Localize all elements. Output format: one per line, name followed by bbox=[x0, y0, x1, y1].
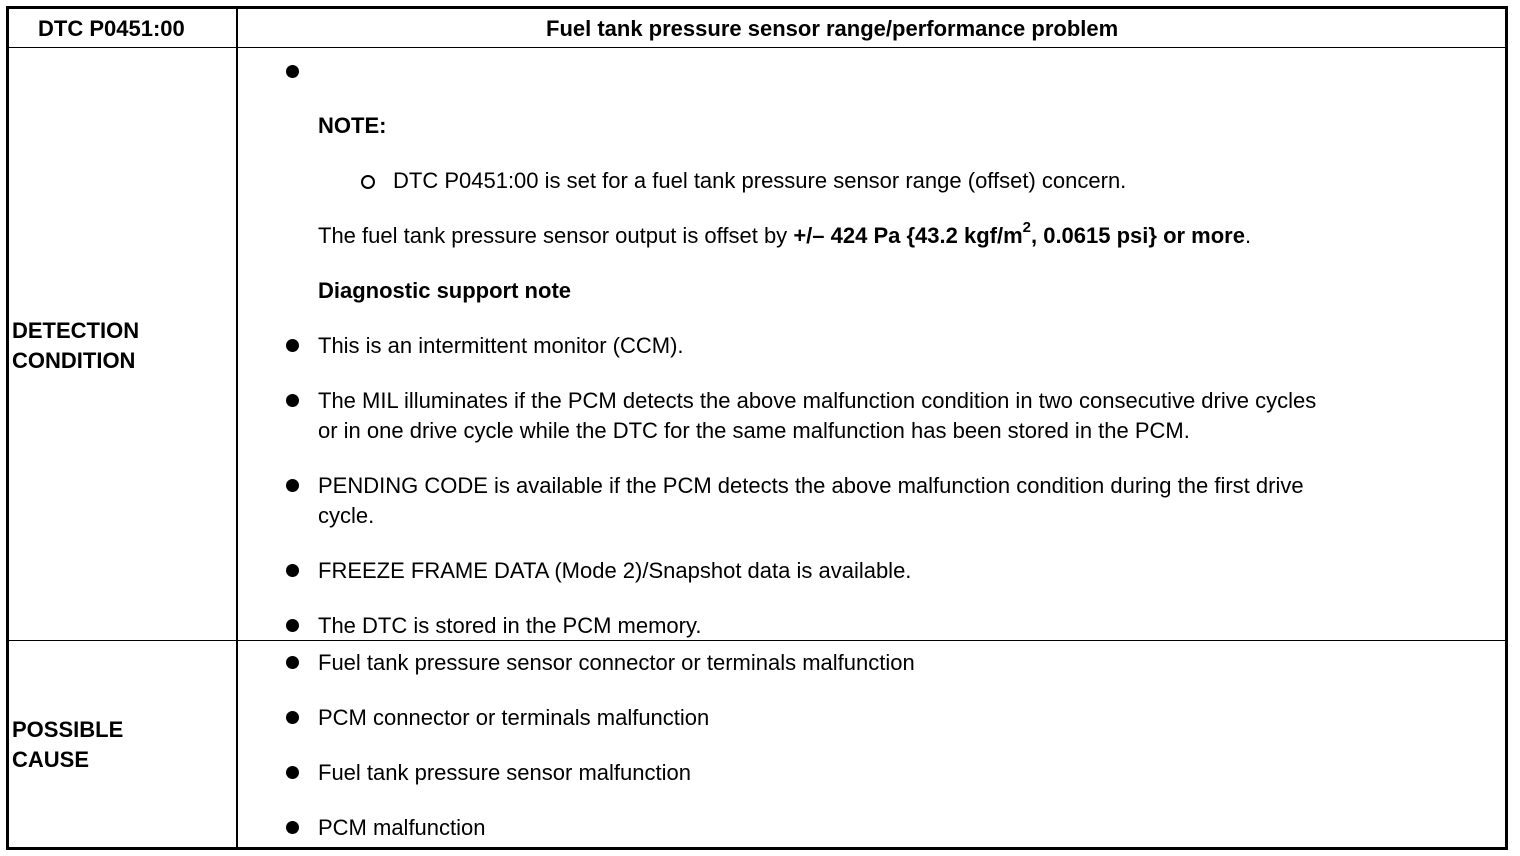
note-heading: NOTE: bbox=[318, 113, 387, 138]
bullet-icon bbox=[286, 821, 299, 834]
note-item: DTC P0451:00 is set for a fuel tank pressure sensor range (offset) concern. bbox=[393, 168, 1127, 193]
detection-item: FREEZE FRAME DATA (Mode 2)/Snapshot data is available. bbox=[318, 558, 912, 583]
detection-item: The DTC is stored in the PCM memory. bbox=[318, 613, 702, 638]
cause-item: PCM connector or terminals malfunction bbox=[318, 705, 710, 730]
detection-item: The MIL illuminates if the PCM detects the above malfunction condition in two consecutive drive cycles bbox=[318, 388, 1317, 413]
detection-condition-label: DETECTION CONDITION bbox=[12, 318, 140, 373]
bullet-icon bbox=[286, 564, 299, 577]
bullet-icon bbox=[286, 479, 299, 492]
detection-item: This is an intermittent monitor (CCM). bbox=[318, 333, 684, 358]
header-row-divider bbox=[6, 47, 1508, 48]
detection-item: cycle. bbox=[318, 503, 375, 528]
cause-item: PCM malfunction bbox=[318, 815, 486, 840]
dtc-code-header: DTC P0451:00 bbox=[38, 16, 185, 41]
bullet-icon bbox=[286, 619, 299, 632]
column-divider bbox=[236, 6, 238, 850]
support-note-heading: Diagnostic support note bbox=[318, 278, 571, 303]
detection-item: or in one drive cycle while the DTC for the same malfunction has been stored in the PCM. bbox=[318, 418, 1190, 443]
hollow-bullet-icon bbox=[361, 175, 375, 189]
detection-item: PENDING CODE is available if the PCM detects the above malfunction condition during the first drive bbox=[318, 473, 1304, 498]
bullet-icon bbox=[286, 766, 299, 779]
dtc-title-header: Fuel tank pressure sensor range/performance problem bbox=[546, 16, 1119, 41]
possible-cause-label: POSSIBLE CAUSE bbox=[12, 717, 124, 772]
cause-item: Fuel tank pressure sensor malfunction bbox=[318, 760, 691, 785]
bullet-icon bbox=[286, 711, 299, 724]
bullet-icon bbox=[286, 339, 299, 352]
row-divider bbox=[6, 640, 1508, 641]
bullet-icon bbox=[286, 656, 299, 669]
bullet-icon bbox=[286, 394, 299, 407]
bullet-icon bbox=[286, 65, 299, 78]
offset-text: The fuel tank pressure sensor output is offset by +/– 424 Pa {43.2 kgf/$m^2$, 0.0615 psi} or more. bbox=[318, 218, 1252, 248]
cause-item: Fuel tank pressure sensor connector or terminals malfunction bbox=[318, 650, 915, 675]
